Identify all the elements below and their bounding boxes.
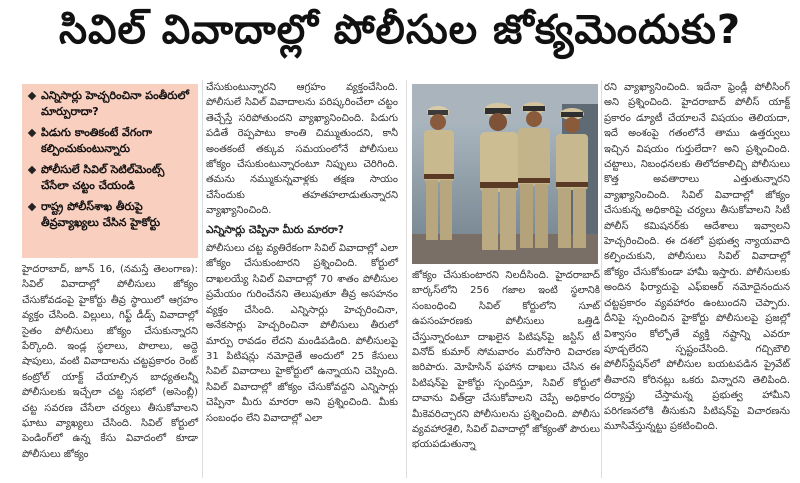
police-officers-photo	[412, 84, 598, 264]
highlight-text: రాష్ట్ర పోలీస్‌శాఖ తీరుపై తీవ్రవ్యాఖ్యలు చేసిన హైకోర్టు	[41, 200, 161, 229]
highlights-box	[22, 84, 198, 258]
column-divider	[406, 80, 407, 478]
highlight-item	[28, 88, 194, 120]
highlight-text: పోలీసులే సివిల్ సెటిల్‌మెంట్స్ చేసేలా చట్టం చేయండి	[41, 163, 165, 192]
bullet-icon	[28, 129, 36, 137]
subheading: ఎన్నిసార్లు చెప్పినా మీరు మారరా?	[206, 223, 344, 236]
police-officers-illustration	[412, 84, 598, 264]
paragraph: చేసుకుంటున్నారని ఆగ్రహం వ్యక్తంచేసింది. పోలీసులే సివిల్ వివాదాలను పరిష్కరించేలా చట్టం తెచ్చేస్తే సరిపోతుందని వ్యాఖ్యానించింది. పిడుగు పడితే రెప్పపాటు కాంతి చిమ్ముతుందని, కానీ అంతకంటే తక్కువ సమయంలోనే పోలీసులు జోక్యం చేసుకుంటున్నారంటూ నిప్పులు చెరిగింది. తమను నమ్ముకున్నవాళ్లకు తక్షణ సాయం చేసేందుకు తహతహలాడుతున్నారని వ్యాఖ్యానించింది.	[206, 82, 398, 217]
highlight-item	[28, 199, 194, 231]
headline: సివిల్ వివాదాల్లో పోలీసుల జోక్యమెందుకు?	[58, 7, 742, 53]
paragraph: పోలీసులు చట్ట వ్యతిరేకంగా సివిల్ వివాదాల్లో ఎలా జోక్యం చేసుకుంటారని ప్రశ్నించింది. కోర్టులో దాఖలయ్యే సివిల్ వివాదాల్లో 70 శాతం పోలీసుల ప్రమేయం గురించేనని తెలుపుతూ తీవ్ర అసహనం వ్యక్తం చేసింది. ఎన్నిసార్లు హెచ్చరించినా, అనేకసార్లు హెచ్చరించినా పోలీసులు తీరులో మార్పు రావడం లేదని మండిపడింది. పోలీసులపై 31 పిటిషన్లు నమోదైతే అందులో 25 కేసులు సివిల్ వివాదాలు హైకోర్టులో ఉన్నాయని చెప్పింది. సివిల్ వివాదాల్లో జోక్యం చేసుకోవద్దని ఎన్నిసార్లు చెప్పినా మీరు మారరా అని ప్రశ్నించింది. మీకు సంబంధం లేని వివాదాల్లో ఎలా	[206, 243, 398, 424]
highlight-text: పిడుగు కాంతికంటే వేగంగా కల్పించుకుంటున్నారు	[41, 126, 152, 155]
column-divider	[601, 80, 602, 478]
paragraph: జోక్యం చేసుకుంటారని నిలదీసింది. హైదరాబాద్ బార్కస్‌లోని 256 గజాల ఇంటి స్థలానికి సంబంధించి సివిల్ కోర్టులోని సూట్ ఉపసంహరణకు పోలీసులు ఒత్తిడి చేస్తున్నారంటూ దాఖలైన పిటిషన్‌పై జస్టిస్ టీ వినోద్ కుమార్ సోమవారం మరోసారి విచారణ జరిపారు. మోహిసిన్ ఫహాన దాఖలు చేసిన ఈ పిటిషన్‌పై హైకోర్టు స్పందిస్తూ, సివిల్ కోర్టులో దావాను విత్‌డ్రా చేసుకోవాలని చెప్పే అధికారం మీకెవరిచ్చారని పోలీసులను ప్రశ్నించింది. పోలీసు వ్యవహారశైలి, సివిల్ వివాదాల్లో జోక్యంతో పౌరులు భయపడుతున్నా	[412, 270, 600, 451]
highlight-item	[28, 125, 194, 157]
column-divider	[202, 80, 203, 478]
article-column-2	[206, 80, 398, 426]
highlight-item	[28, 162, 194, 194]
highlight-text: ఎన్నిసార్లు హెచ్చరించినా పంతీరులో మార్పురాదా?	[41, 89, 189, 118]
article-column-3	[412, 268, 600, 453]
article-column-4	[604, 80, 790, 434]
bullet-icon	[28, 203, 36, 211]
bullet-icon	[28, 166, 36, 174]
article-column-1	[22, 262, 198, 462]
bullet-icon	[28, 92, 36, 100]
paragraph: రని వ్యాఖ్యానించింది. ఇదేనా ఫ్రెండ్లీ పోలీసింగ్ అని ప్రశ్నించింది. హైదరాబాద్ పోలీస్ యాక్ట్ ప్రకారం డ్యూటీ చేయాలనే విషయం తెలియదా, ఇదే అంశంపై గతంలోనే తాము ఉత్తర్వులు ఇచ్చిన విషయం గుర్తులేదా? అని ప్రశ్నించింది. చట్టాలు, నిబంధనలకు తిలోదకాలిచ్చి పోలీసులు కొత్త అవతారాలు ఎత్తుతున్నారని వ్యాఖ్యానించింది. సివిల్ వివాదాల్లో జోక్యం చేసుకున్న అధికారిపై చర్యలు తీసుకోవాలని సిటీ పోలీస్ కమిషనర్‌కు ఆదేశాలు ఇవ్వాలని హెచ్చరించింది. ఈ దశలో ప్రభుత్వ న్యాయవాది కల్పించుకుని, పోలీసులు సివిల్ వివాదాల్లో జోక్యం చేసుకోకుండా హామీ ఇస్తారు. పోలీసులకు అందిన ఫిర్యాదుపై ఎఫ్ఐఆర్ నమోదైనందున చట్టప్రకారం వ్యవహారం ఉంటుందని చెప్పారు. దీనిపై స్పందించిన హైకోర్టు పోలీసులపై ప్రజల్లో విశ్వాసం కోల్పోతే వ్యక్తి నష్టాన్ని ఎవరూ పూడ్చలేరని స్పష్టంచేసింది. గచ్చిబౌలి పోలీస్‌స్టేషన్‌లో పోలీసుల బయటపడిన ప్రైవేట్ తీవారని కోరినట్లు ఒకరు విన్నారని తెలిపింది. దర్యాప్తు చేస్తామన్న ప్రభుత్వ హామీని పరిగణనలోకి తీసుకుని పిటిషన్‌పై విచారణను మూసివేస్తున్నట్టు ప్రకటించింది.	[604, 82, 790, 432]
paragraph: హైదరాబాద్, జూన్ 16, (నమస్తే తెలంగాణ): సివిల్ వివాదాల్లో పోలీసులు జోక్యం చేసుకోవడంపై హైకోర్టు తీవ్ర స్థాయిలో ఆగ్రహం వ్యక్తం చేసింది. విల్లులు, గిఫ్ట్ డీడ్స్ వివాదాల్లో సైతం పోలీసులు జోక్యం చేసుకున్నారని పేర్కొంది. ఇండ్ల స్థలాలు, పొలాలు, అద్దె షాపులు, వంటి వివాదాలను చట్టప్రకారం రెంట్ కంట్రోల్ యాక్ట్ చేయాల్సిన బాధ్యతలన్నీ పోలీసులకు ఇచ్చేలా చట్ట సభలో (అసెంబ్లీ) చట్ట సవరణ చేసేలా చర్యలు తీసుకోవాలని ఘాటు వ్యాఖ్యలు చేసింది. సివిల్ కోర్టులో పెండింగ్‌లో ఉన్న కేసు వివాదంలో కూడా పోలీసులు జోక్యం	[22, 264, 198, 460]
